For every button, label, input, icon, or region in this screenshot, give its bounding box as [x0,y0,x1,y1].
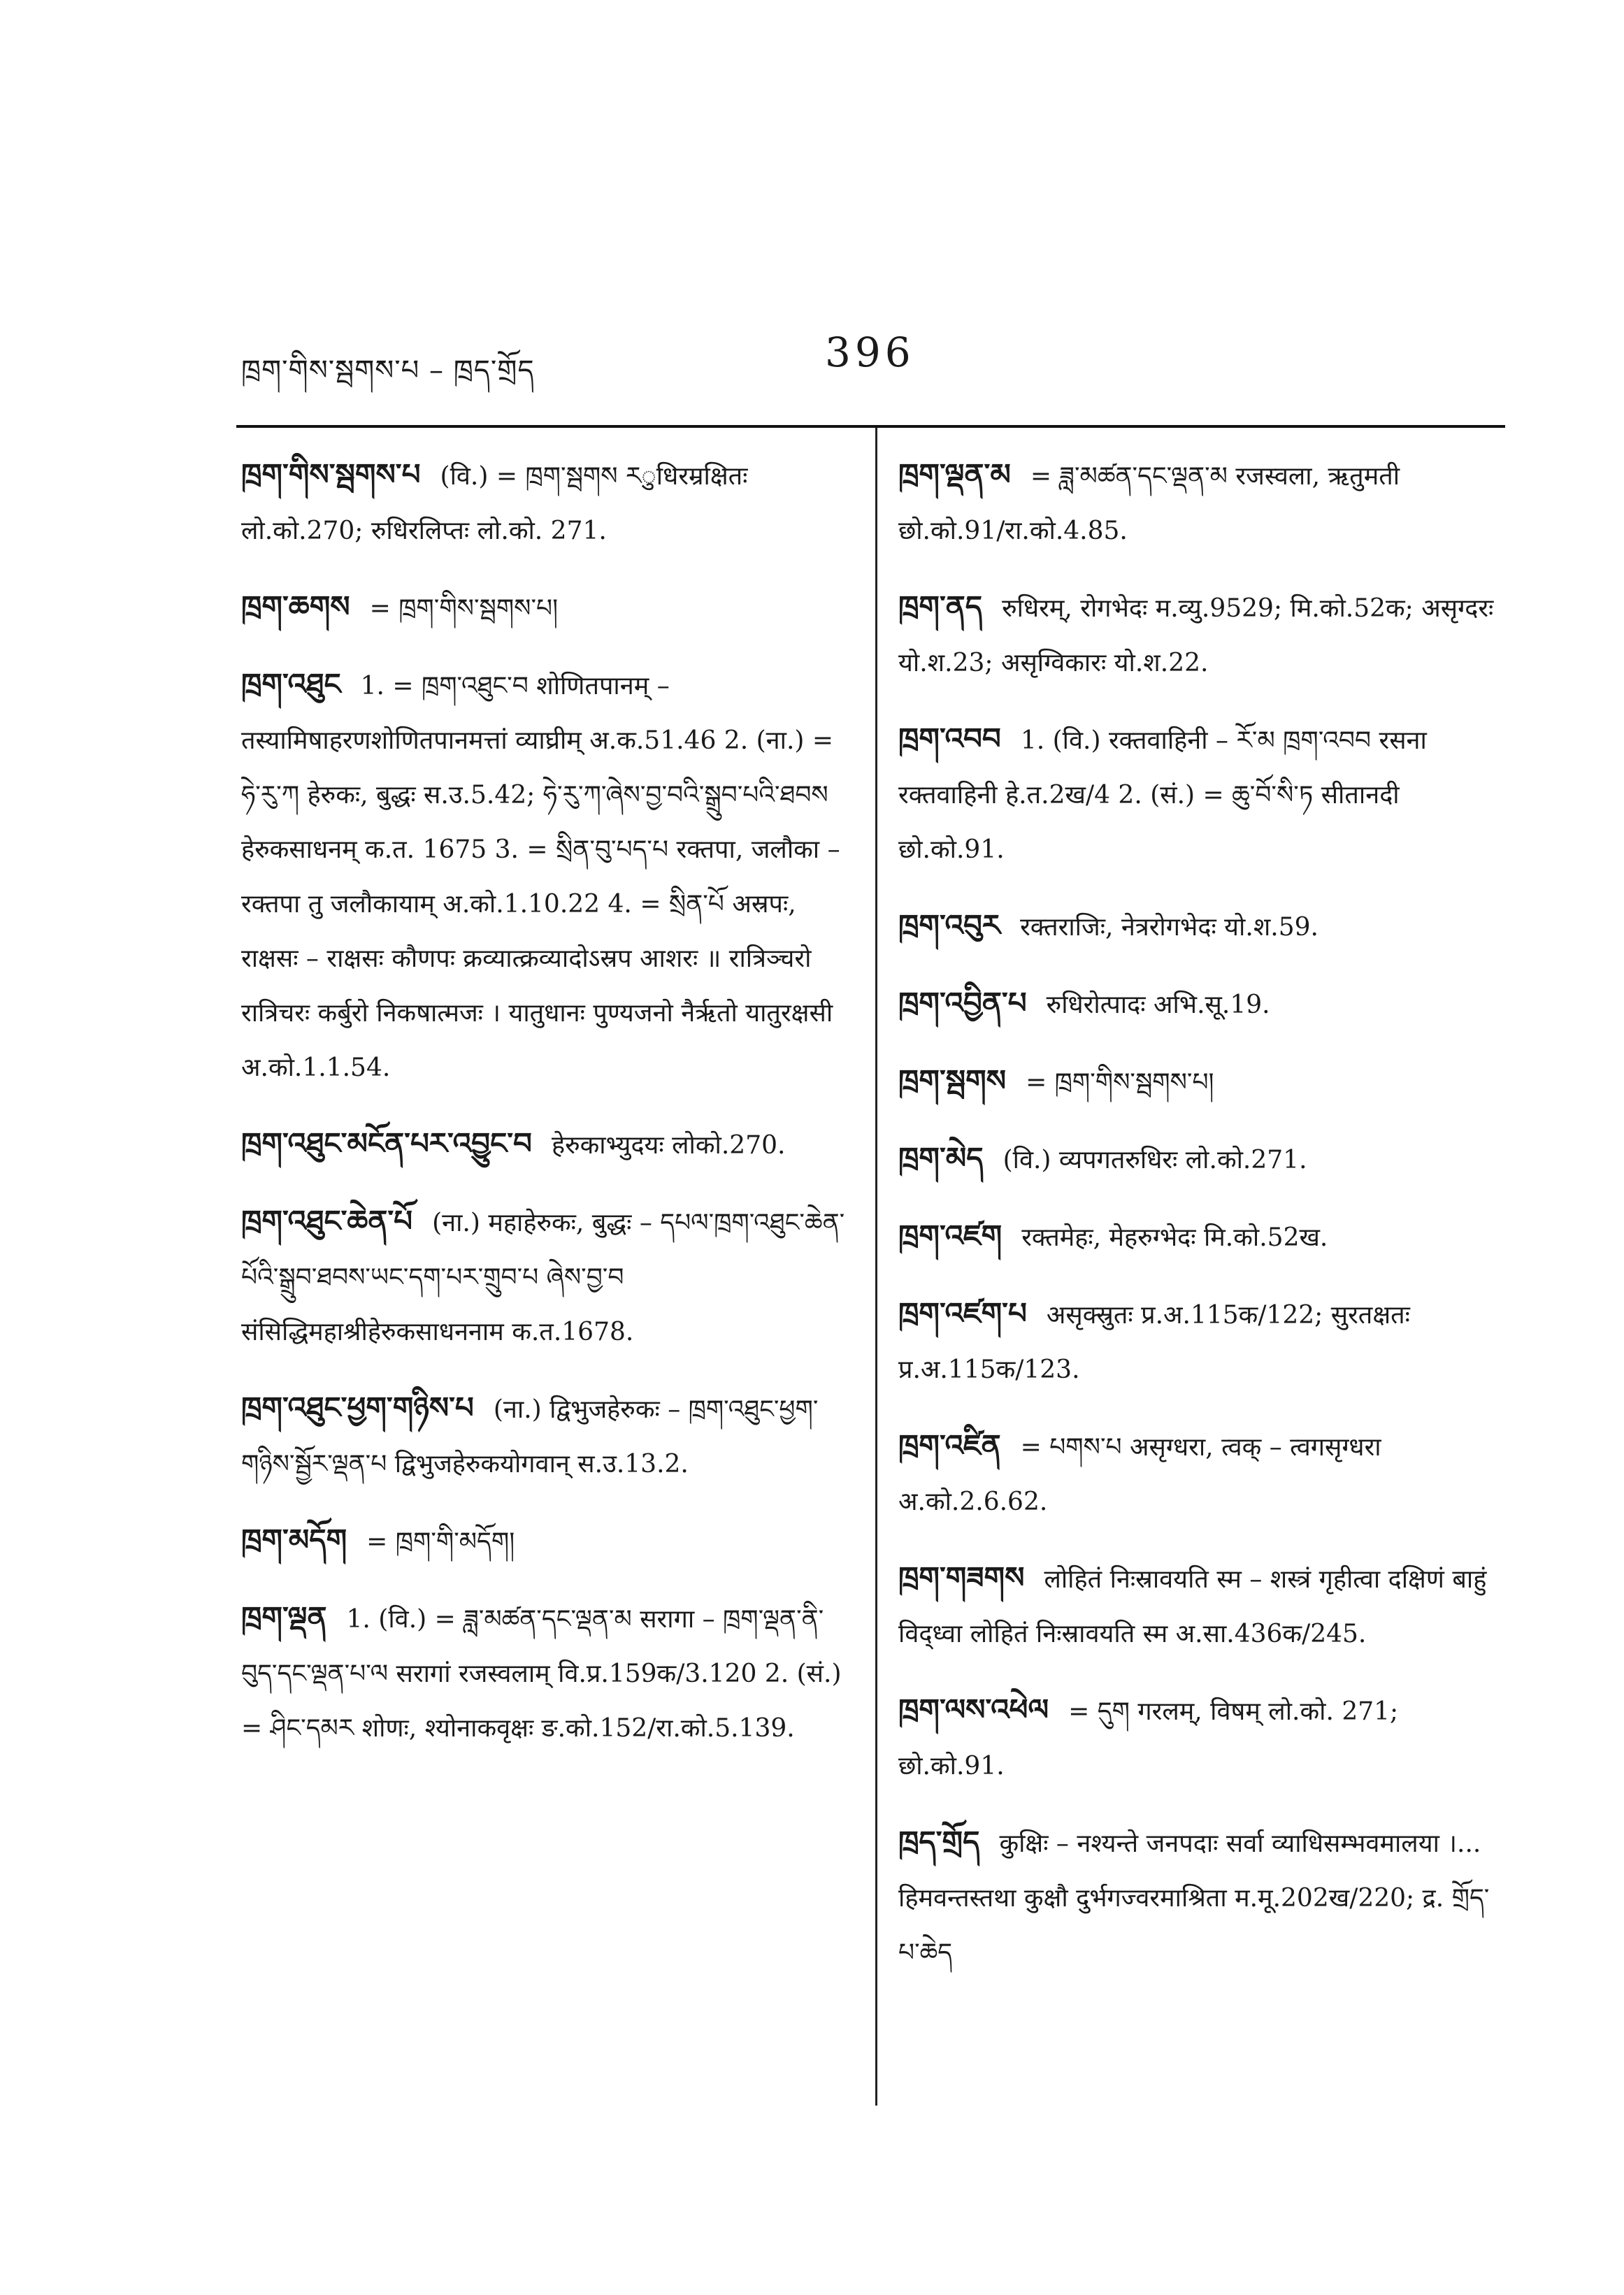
entry-body: = ཟླ་མཚན་དང་ལྡན་མ रजस्वला, ऋतुमती छो.को.91/रा.को.4.85. [898,462,1400,545]
entry-body: 1. = ཁྲག་འཐུང་བ शोणितपानम् – तस्यामिषाहरणशोणितपानमत्तां व्याघ्रीम् अ.क.51.46 2. (ना.) = ཧེ་རུ་ཀ हेरुकः, बुद्धः स.उ.5.42; ཧེ་རུ་ཀ་ཞེས་བྱ་བའི་སྒྲུབ་པའི་ཐབས हेरुकसाधनम् क.त. 1675 3. = སྲིན་བུ་པད་པ रक्तपा, जलौका – रक्तपा तु जलौकायाम् अ.को.1.10.22 4. = སྲིན་པོ अस्रपः, राक्षसः – राक्षसः कौणपः क्रव्यात्क्रव्यादोऽस्रप आशरः ॥ रात्रिञ्चरो रात्रिचरः कर्बुरो निकषात्मजः । यातुधानः पुण्यजनो नैर्ऋतो यातुरक्षसी अ.को.1.1.54. [241,672,840,1082]
dictionary-entry [898,1683,1507,1794]
entry-body: = པགས་པ असृग्धरा, त्वक् – त्वगसृग्धरा अ.को.2.6.62. [898,1433,1381,1516]
entry-body: 1. (वि.) रक्तवाहिनी – རོ་མ ཁྲག་འབབ रसना रक्तवाहिनी हे.त.2ख/4 2. (सं.) = ཆུ་བོ་སི་ཏ सीतानदी छो.को.91. [898,726,1427,864]
dictionary-entry [898,1209,1507,1265]
left-column [241,447,856,1777]
dictionary-entry [241,1194,856,1360]
dictionary-entry [898,1053,1507,1110]
entry-body: = དུག गरलम्, विषम् लो.को. 271; छो.को.91. [898,1697,1399,1780]
headword: ཁྲག་ནད [898,589,983,624]
headword: ཁྲག་གིས་སྦགས་པ [241,457,421,491]
dictionary-entry [241,657,856,1095]
dictionary-entry [241,1116,856,1173]
top-rule [236,425,1505,428]
entry-body: = ཁྲག་གིས་སྦགས་པ། [369,594,559,623]
headword: ཁྲག་ལྡན [241,1600,327,1634]
entry-body: (ना.) द्विभुजहेरुकः – ཁྲག་འཐུང་ཕྱག་གཉིས་སྦྱོར་ལྡན་པ द्विभुजहेरुकयोगवान् स.उ.13.2. [241,1395,819,1479]
headword: ཁྲག་ཆགས [241,589,350,624]
dictionary-entry [241,1381,856,1492]
headword: ཁྲག་འབྱིན་པ [898,986,1027,1020]
dictionary-entry [241,580,856,636]
dictionary-entry [898,580,1507,691]
headword: ཁྲག་འབུར [898,908,1001,942]
dictionary-entry [898,1418,1507,1530]
headword: ཁྲག་འཛིན [898,1428,1001,1462]
dictionary-entry [898,447,1507,559]
headword: ཁྲག་འབབ [898,721,1001,756]
entry-body: रक्तमेहः, मेहरुग्भेदः मि.को.52ख. [1021,1223,1328,1252]
headword: ཁྲག་གཟགས [898,1560,1025,1595]
entry-body: असृक्स्रुतः प्र.अ.115क/122; सुरतक्षतः प्र.अ.115क/123. [898,1301,1410,1384]
dictionary-entry [898,1551,1507,1662]
headword: ཁྲག་མདོག [241,1523,347,1557]
entry-body: = ཁྲག་གི་མདོག། [366,1527,515,1556]
entry-body: (वि.) व्यपगतरुधिरः लो.को.271. [1003,1146,1307,1174]
dictionary-entry [241,1590,856,1756]
page-number: 396 [825,329,915,376]
dictionary-entry [898,1286,1507,1397]
entry-body: लोहितं निःस्रावयति स्म – शस्त्रं गृहीत्वा दक्षिणं बाहुं विद्ध्वा लोहितं निःस्रावयति स्म अ.सा.436क/245. [898,1565,1487,1648]
entry-body: रुधिरोत्पादः अभि.सू.19. [1046,991,1270,1019]
headword: ཁྲད་གྲོད [898,1825,980,1859]
headword: ཁྲག་སྦགས [898,1063,1007,1098]
headword: ཁྲག་འཐུང་ཕྱག་གཉིས་པ [241,1390,474,1425]
running-head: ཁྲག་གིས་སྦགས་པ – ཁྲད་གྲོད [241,354,535,387]
headword: ཁྲག་འཛག་པ [898,1296,1027,1330]
dictionary-entry [898,898,1507,955]
column-divider [875,428,877,2106]
dictionary-entry [898,976,1507,1033]
headword: ཁྲག་འཐུང་མངོན་པར་འབྱུང་བ [241,1126,532,1160]
page-header [0,329,1624,387]
headword: ཁྲག་འཐུང [241,667,341,701]
entry-body: = ཁྲག་གིས་སྦགས་པ། [1026,1068,1214,1097]
dictionary-entry [898,1815,1507,1980]
dictionary-entry [241,1513,856,1569]
entry-body: (ना.) महाहेरुकः, बुद्धः – དཔལ་ཁྲག་འཐུང་ཆེན་པོའི་སྒྲུབ་ཐབས་ཡང་དག་པར་གྲུབ་པ ཞེས་བྱ་བ संसिद्धिमहाश्रीहेरुकसाधननाम क.त.1678. [241,1209,845,1346]
entry-body: 1. (वि.) = ཟླ་མཚན་དང་ལྡན་མ सरागा – ཁྲག་ལྡན་ནི་བུད་དང་ལྡན་པ་ལ सरागां रजस्वलाम् वि.प्र.159क/3.120 2. (सं.) = ཤིང་དམར शोणः, श्योनाकवृक्षः ङ.को.152/रा.को.5.139. [241,1605,842,1743]
dictionary-entry [898,712,1507,877]
dictionary-entry [241,447,856,559]
entry-body: कुक्षिः – नश्यन्ते जनपदाः सर्वा व्याधिसम्भवमालया ।... हिमवन्तस्तथा कुक्षौ दुर्भगज्वरमाश्रिता म.मू.202ख/220; द्र. གྲོད་པ་ཆེད [898,1829,1490,1967]
headword: ཁྲག་མེད [898,1141,984,1175]
headword: ཁྲག་འཛག [898,1218,1003,1253]
right-column [898,447,1507,2001]
entry-body: रक्तराजिः, नेत्ररोगभेदः यो.श.59. [1020,913,1318,942]
entry-body: हेरुकाभ्युदयः लोको.270. [551,1131,786,1160]
headword: ཁྲག་ལས་འཕེལ [898,1692,1049,1727]
headword: ཁྲག་ལྡན་མ [898,457,1011,491]
entry-body: रुधिरम्, रोगभेदः म.व्यु.9529; मि.को.52क; असृग्दरः यो.श.23; असृग्विकारः यो.श.22. [898,594,1494,677]
headword: ཁྲག་འཐུང་ཆེན་པོ [241,1204,413,1238]
dictionary-entry [898,1131,1507,1188]
entry-body: (वि.) = ཁྲག་སྦགས རुधिरम्रक्षितः लो.को.270; रुधिरलिप्तः लो.को. 271. [241,462,748,545]
